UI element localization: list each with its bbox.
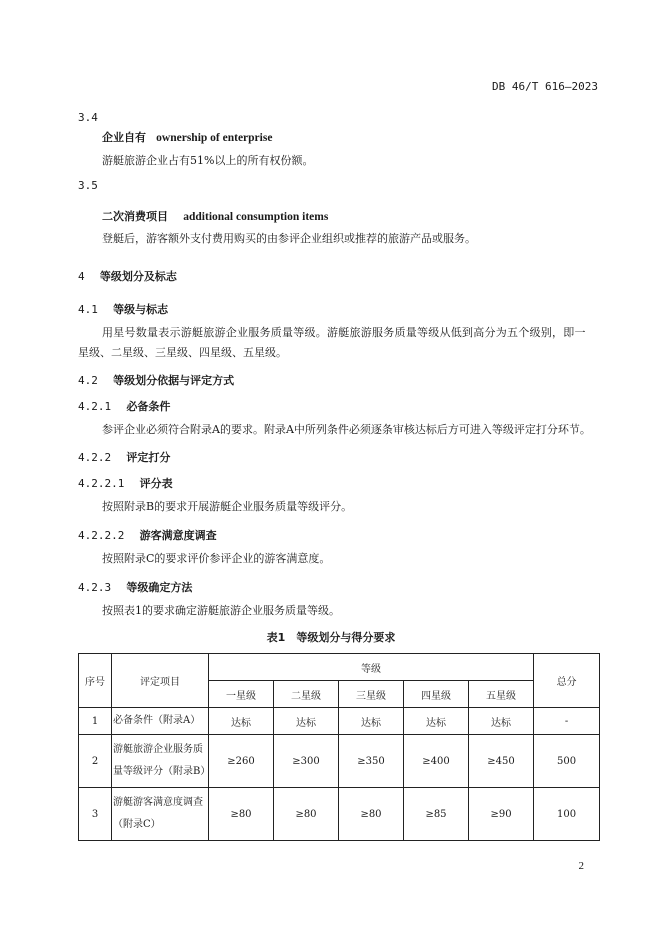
section-4-1-heading [78,298,168,317]
term-3-5 [102,205,328,224]
header-level-1: 一星级 [209,681,274,708]
definition-3-5: 登艇后，游客额外支付费用购买的由参评企业组织或推荐的旅游产品或服务。 [102,232,476,245]
section-4-2-2-1-heading [78,472,173,491]
term-3-5-cn: 二次消费项目 [102,210,168,223]
header-grade: 等级 [209,654,534,681]
grade-table [78,653,600,841]
definition-3-4: 游艇旅游企业占有51%以上的所有权份额。 [102,154,314,167]
paragraph-4-2-2-1: 按照附录B的要求开展游艇企业服务质量等级评分。 [102,500,353,513]
row-3-item-line1: 游艇游客满意度调查 [113,797,203,808]
row-2-seq: 2 [79,735,112,788]
section-4-2-number: 4.2 [78,374,98,387]
section-4-2-3-number: 4.2.3 [78,581,112,594]
table-row [79,788,600,841]
header-level-2: 二星级 [274,681,339,708]
table-row [79,735,600,788]
term-3-5-en: additional consumption items [183,211,329,223]
row-2-level-4: ≥400 [404,735,469,788]
header-level-4: 四星级 [404,681,469,708]
header-level-3: 三星级 [339,681,404,708]
paragraph-4-2-1: 参评企业必须符合附录A的要求。附录A中所列条件必须逐条审核达标后方可进入等级评定打分环节。 [102,423,591,436]
row-3-level-5: ≥90 [469,788,534,841]
section-4-2-3-title: 等级确定方法 [126,581,193,594]
header-item: 评定项目 [112,654,209,708]
row-2-item-line2: 量等级评分（附录B） [113,766,211,777]
row-1-level-5: 达标 [469,708,534,735]
section-4-2-2-2-heading [78,524,217,543]
section-4-2-3-heading [78,576,192,595]
paragraph-4-1-line2: 星级、二星级、三星级、四星级、五星级。 [78,346,287,359]
row-2-item-line1: 游艇旅游企业服务质 [113,744,203,755]
header-total: 总分 [534,654,600,708]
section-4-2-2-1-title: 评分表 [139,477,173,490]
section-4-1-number: 4.1 [78,303,98,316]
section-3-5-number: 3.5 [78,179,98,192]
term-3-4-en: ownership of enterprise [156,132,273,144]
section-3-4-number: 3.4 [78,111,98,124]
section-4-2-2-heading [78,446,170,465]
row-1-level-1: 达标 [209,708,274,735]
row-2-item [112,735,209,788]
row-2-total: 500 [534,735,600,788]
row-3-item-line2: （附录C） [113,819,161,830]
row-3-item [112,788,209,841]
section-4-1-title: 等级与标志 [113,303,169,316]
row-2-level-3: ≥350 [339,735,404,788]
row-1-seq: 1 [79,708,112,735]
section-4-2-2-1-number: 4.2.2.1 [78,477,125,490]
row-3-level-4: ≥85 [404,788,469,841]
row-1-item: 必备条件（附录A） [112,708,209,735]
row-1-total: - [534,708,600,735]
row-3-level-1: ≥80 [209,788,274,841]
section-4-2-2-number: 4.2.2 [78,451,112,464]
table-header-row [79,654,600,681]
row-1-level-3: 达标 [339,708,404,735]
page-number: 2 [578,860,584,872]
table-row [79,708,600,735]
row-3-level-3: ≥80 [339,788,404,841]
term-3-4 [102,126,272,145]
section-4-heading [78,265,177,284]
section-4-title: 等级划分及标志 [99,270,177,283]
section-4-2-2-title: 评定打分 [126,451,171,464]
row-3-total: 100 [534,788,600,841]
section-4-2-2-2-number: 4.2.2.2 [78,529,125,542]
table-caption: 表1 等级划分与得分要求 [266,631,396,644]
row-2-level-1: ≥260 [209,735,274,788]
header-level-5: 五星级 [469,681,534,708]
term-3-4-cn: 企业自有 [102,131,146,144]
section-4-2-1-title: 必备条件 [126,400,171,413]
row-3-level-2: ≥80 [274,788,339,841]
section-4-number: 4 [78,270,85,283]
section-4-2-heading [78,369,234,388]
row-3-seq: 3 [79,788,112,841]
section-4-2-2-2-title: 游客满意度调查 [139,529,217,542]
row-1-level-2: 达标 [274,708,339,735]
header-seq: 序号 [79,654,112,708]
paragraph-4-2-2-2: 按照附录C的要求评价参评企业的游客满意度。 [102,552,331,565]
row-2-level-5: ≥450 [469,735,534,788]
section-4-2-title: 等级划分依据与评定方式 [113,374,235,387]
row-2-level-2: ≥300 [274,735,339,788]
document-number: DB 46/T 616—2023 [492,80,598,93]
paragraph-4-1-line1: 用星号数量表示游艇旅游企业服务质量等级。游艇旅游服务质量等级从低到高分为五个级别，即一 [102,326,586,339]
section-4-2-1-number: 4.2.1 [78,400,112,413]
paragraph-4-2-3: 按照表1的要求确定游艇旅游企业服务质量等级。 [102,604,340,617]
row-1-level-4: 达标 [404,708,469,735]
section-4-2-1-heading [78,395,170,414]
